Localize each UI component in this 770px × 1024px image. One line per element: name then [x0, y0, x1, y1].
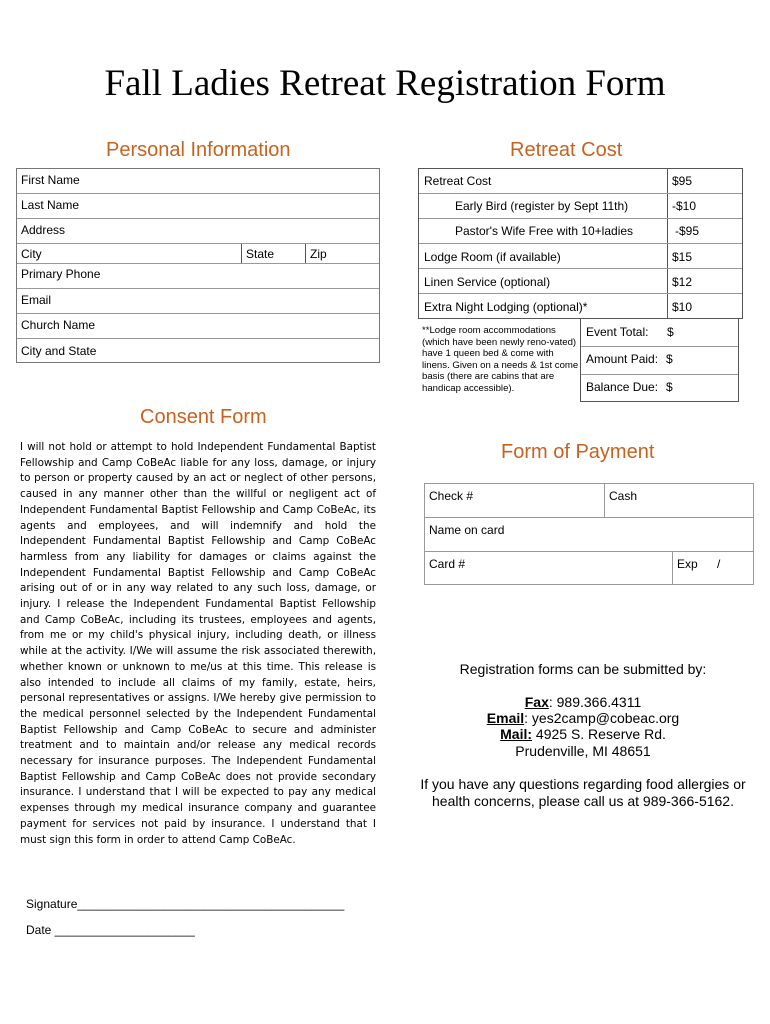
cost-row-value: -$10	[672, 199, 697, 213]
divider	[604, 484, 605, 517]
event-total-field[interactable]	[581, 319, 738, 347]
first-name-label: First Name	[21, 173, 80, 187]
balance-due-field[interactable]	[581, 375, 738, 402]
fax-value: : 989.366.4311	[548, 694, 642, 710]
questions-text: If you have any questions regarding food allergies or health concerns, please call us at 989-366-5162.	[420, 776, 746, 809]
city-and-state-field[interactable]	[17, 339, 379, 363]
divider	[305, 244, 306, 263]
exp-slash: /	[717, 557, 721, 571]
church-name-field[interactable]	[17, 314, 379, 339]
primary-phone-label: Primary Phone	[21, 267, 101, 281]
name-on-card-label: Name on card	[429, 523, 505, 537]
cost-row-value: $10	[672, 300, 693, 314]
email-label: Email	[486, 710, 525, 726]
cost-row-label: Linen Service (optional)	[424, 275, 551, 289]
zip-label: Zip	[310, 247, 327, 261]
cost-row-label: Pastor's Wife Free with 10+ladies	[455, 224, 634, 238]
lodge-note: **Lodge room accommodations (which have been newly reno-vated) have 1 queen bed & come with linens. Given on a needs & 1st come basis (there are cabins that are handicap accessible).	[422, 325, 579, 394]
retreat-cost-table	[418, 168, 743, 319]
cost-row-label: Retreat Cost	[424, 174, 492, 188]
amount-paid-label: Amount Paid:	[586, 352, 659, 366]
cost-row	[419, 244, 742, 269]
email-label: Email	[21, 293, 52, 307]
email-line	[420, 710, 746, 726]
first-name-field[interactable]	[17, 169, 379, 194]
submit-heading: Registration forms can be submitted by:	[459, 661, 707, 677]
retreat-cost-heading: Retreat Cost	[510, 139, 623, 161]
state-label: State	[246, 247, 275, 261]
cost-row-value: -$95	[675, 224, 700, 238]
card-number-label[interactable]: Card #	[429, 557, 466, 571]
last-name-label: Last Name	[21, 198, 80, 212]
address-label: Address	[21, 223, 66, 237]
event-total-label: Event Total:	[586, 325, 649, 339]
primary-phone-field[interactable]	[17, 264, 379, 289]
cost-row-value: $95	[672, 174, 693, 188]
cost-row-label: Early Bird (register by Sept 11th)	[455, 199, 629, 213]
consent-heading: Consent Form	[140, 406, 267, 428]
city-state-zip-row	[17, 244, 379, 264]
exp-label[interactable]: Exp	[677, 557, 698, 571]
payment-heading: Form of Payment	[501, 441, 655, 463]
address-field[interactable]	[17, 219, 379, 244]
check-number-label[interactable]: Check #	[429, 489, 474, 503]
dollar-sign: $	[666, 352, 673, 366]
mail-line	[420, 726, 746, 742]
cost-row-label: Lodge Room (if available)	[424, 250, 561, 264]
check-cash-row	[425, 484, 753, 518]
cost-row	[419, 269, 742, 294]
cost-row-value: $12	[672, 275, 693, 289]
totals-table	[580, 318, 739, 402]
dollar-sign: $	[667, 325, 674, 339]
personal-info-heading: Personal Information	[106, 139, 291, 161]
mail-label: Mail:	[500, 726, 533, 742]
card-row	[425, 552, 753, 585]
city-label: City	[21, 247, 42, 261]
mail-value: 4925 S. Reserve Rd.	[532, 726, 666, 742]
church-name-label: Church Name	[21, 318, 96, 332]
last-name-field[interactable]	[17, 194, 379, 219]
cost-row	[419, 169, 742, 194]
form-title: Fall Ladies Retreat Registration Form	[104, 63, 666, 104]
name-on-card-field[interactable]	[425, 518, 753, 552]
divider	[241, 244, 242, 263]
cost-row	[419, 219, 742, 244]
payment-table	[424, 483, 754, 585]
dollar-sign: $	[666, 380, 673, 394]
cost-row	[419, 194, 742, 219]
signature-line[interactable]: Signature________________________________________	[26, 897, 345, 911]
city-and-state-label: City and State	[21, 344, 97, 358]
divider	[672, 552, 673, 585]
cost-row-value: $15	[672, 250, 693, 264]
fax-line	[420, 694, 746, 710]
amount-paid-field[interactable]	[581, 347, 738, 375]
consent-text: I will not hold or attempt to hold Independent Fundamental Baptist Fellowship and Camp CoBeAc liable for any loss, damage, or injury to person or property caused by an act or neglect of other persons, caused in any manner other than the willful or negligent act of Independent Fundamental Baptist Fellowship and Camp CoBeAc, its agents and employees, and will indemnify and hold the Independent Fundamental Baptist Fellowship and Camp CoBeAc harmless from any liability for damages or claims against the Independent Fundamental Baptist Fellowship and Camp CoBeAc arising out of or in any way related to any such loss, damage, or injury. I release the Independent Fundamental Baptist Fellowship and Camp CoBeAc, including its trustees, employees and agents, from me or my child's physical injury, including death, or illness while at the activity. I/We will assume the risk associated therewith, whether known or unknown to me/us at this time. This release is also intended to include all claims of my family, estate, heirs, personal representatives or assigns. I/We hereby give permission to the medical personnel selected by the Independent Fundamental Baptist Fellowship and Camp CoBeAc to secure and administer treatment and to maintain and/or release any medical records necessary for insurance purposes. The Independent Fundamental Baptist Fellowship and Camp CoBeAc does not provide secondary insurance. I understand that I will be expected to pay any medical expenses through my medical insurance company and guarantee payment for services not paid by insurance. I understand that I must sign this form in order to attend Camp CoBeAc.	[20, 441, 376, 846]
date-line[interactable]: Date _____________________	[26, 923, 195, 937]
email-field[interactable]	[17, 289, 379, 314]
cash-label[interactable]: Cash	[609, 489, 638, 503]
cost-row	[419, 294, 742, 319]
mail-city: Prudenville, MI 48651	[515, 743, 651, 759]
cost-row-label: Extra Night Lodging (optional)*	[424, 300, 588, 314]
email-value[interactable]: : yes2camp@cobeac.org	[524, 710, 680, 726]
fax-label: Fax	[524, 694, 549, 710]
balance-due-label: Balance Due:	[586, 380, 659, 394]
personal-info-table	[16, 168, 380, 363]
